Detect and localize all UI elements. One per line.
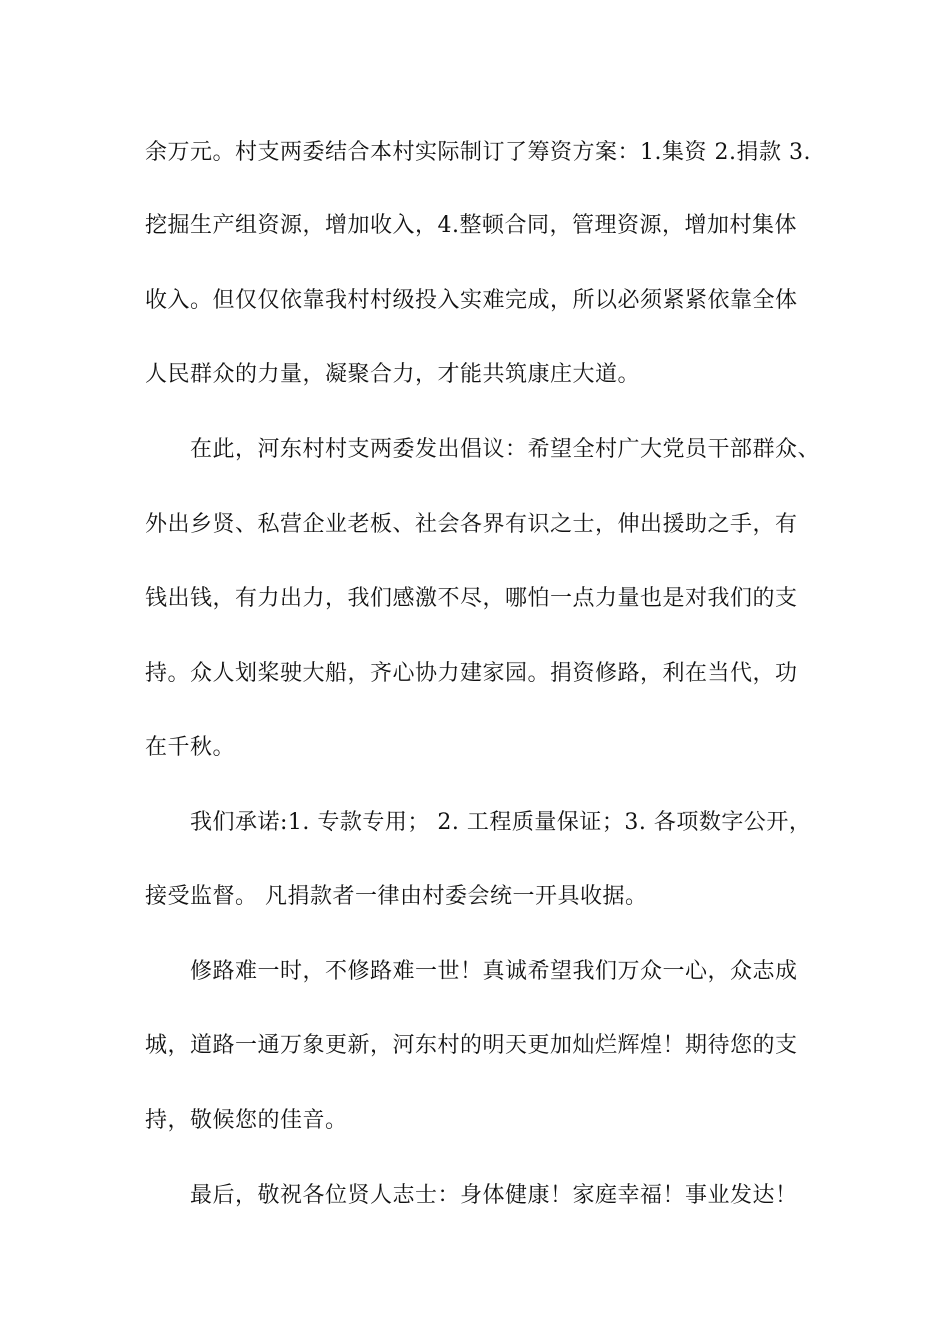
text-line: 余万元。村支两委结合本村实际制订了筹资方案：1.集资 2.捐款 3. <box>145 140 811 165</box>
text-line: 钱出钱，有力出力，我们感激不尽，哪怕一点力量也是对我们的支 <box>145 586 798 611</box>
text-line: 持，敬候您的佳音。 <box>145 1108 348 1133</box>
text-line: 持。众人划桨驶大船，齐心协力建家园。捐资修路，利在当代，功 <box>145 661 798 686</box>
text-line: 人民群众的力量，凝聚合力，才能共筑康庄大道。 <box>145 362 641 387</box>
paragraph-first-line: 在此，河东村村支两委发出倡议：希望全村广大党员干部群众、 <box>190 437 821 462</box>
text-line: 城，道路一通万象更新，河东村的明天更加灿烂辉煌！期待您的支 <box>145 1033 798 1058</box>
paragraph-first-line: 修路难一时，不修路难一世！真诚希望我们万众一心，众志成 <box>190 959 798 984</box>
text-line: 在千秋。 <box>145 735 236 760</box>
paragraph-first-line: 我们承诺:1. 专款专用； 2. 工程质量保证；3. 各项数字公开， <box>190 810 812 835</box>
paragraph-first-line: 最后，敬祝各位贤人志士：身体健康！家庭幸福！事业发达！ <box>190 1183 798 1208</box>
text-line: 外出乡贤、私营企业老板、社会各界有识之士，伸出援助之手，有 <box>145 512 798 537</box>
text-line: 挖掘生产组资源，增加收入，4.整顿合同，管理资源，增加村集体 <box>145 213 797 238</box>
text-line: 接受监督。 凡捐款者一律由村委会统一开具收据。 <box>145 884 648 909</box>
text-line: 收入。但仅仅依靠我村村级投入实难完成，所以必须紧紧依靠全体 <box>145 288 798 313</box>
